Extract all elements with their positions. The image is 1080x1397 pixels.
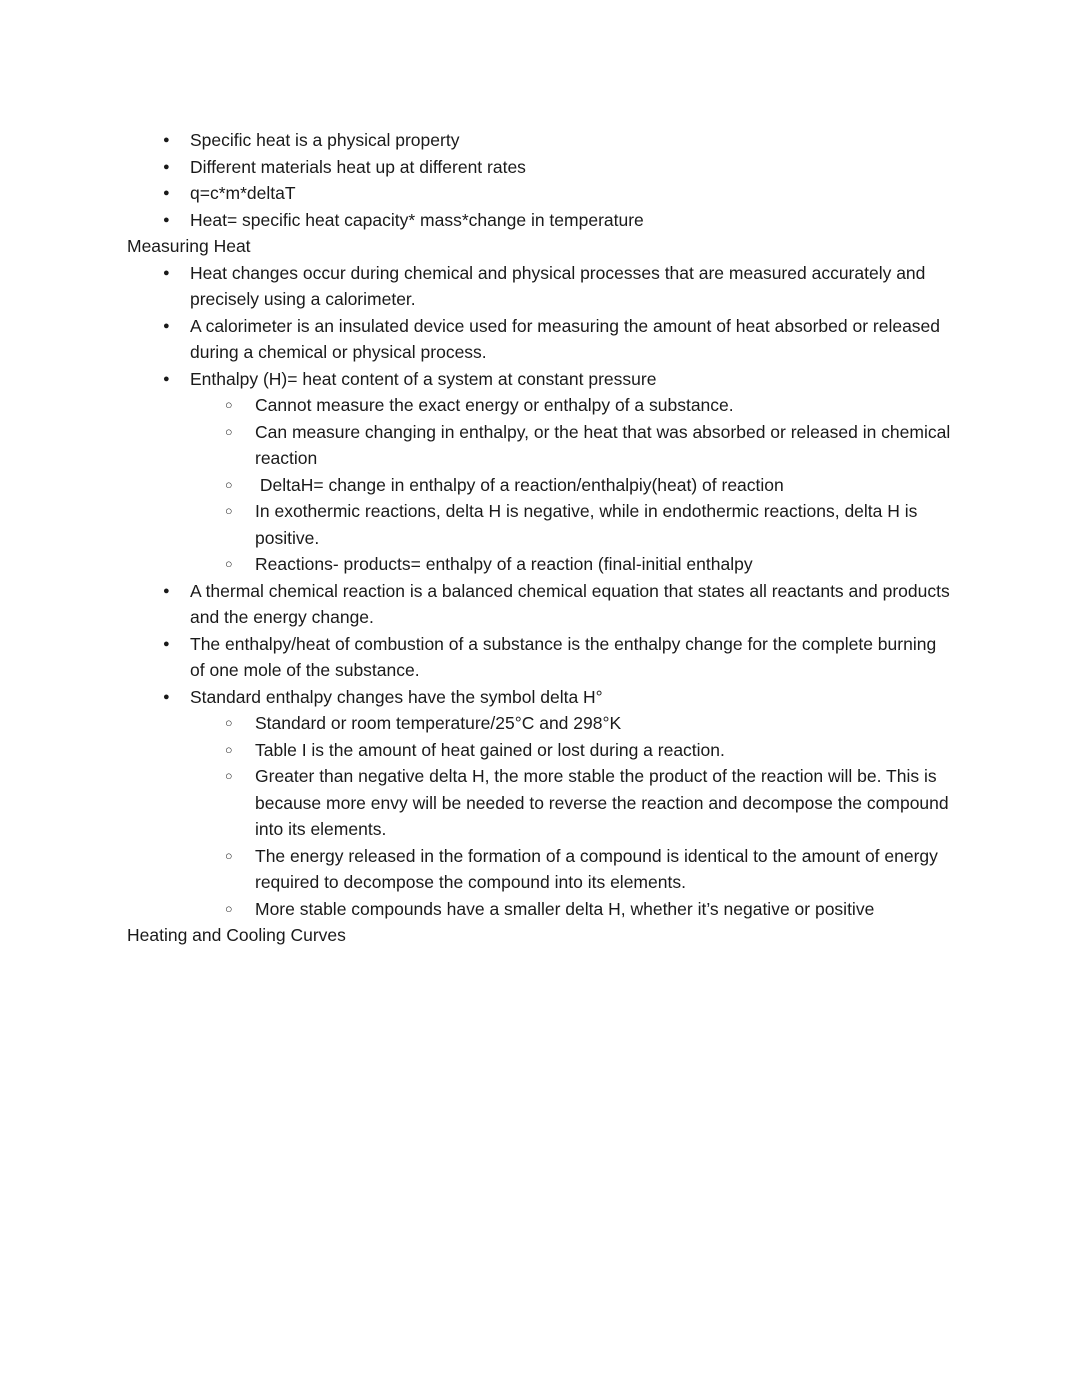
bullet-disc-icon: ●	[163, 637, 170, 650]
bullet-circle-icon: ○	[225, 901, 233, 916]
list-item	[127, 684, 955, 711]
bullet-disc-icon: ●	[163, 187, 170, 199]
list-item-text: Heat= specific heat capacity* mass*change in temperature	[190, 209, 644, 230]
list-item-text: Heat changes occur during chemical and physical processes that are measured accurately and precisely using a calorimeter.	[190, 262, 931, 309]
bullet-circle-icon: ○	[225, 424, 233, 439]
list-item-text: Reactions- products= enthalpy of a reaction (final-initial enthalpy	[255, 554, 753, 574]
list-subitem	[127, 896, 955, 923]
bullet-circle-icon: ○	[225, 398, 233, 412]
list-item	[127, 154, 955, 181]
list-item-text: Different materials heat up at different rates	[190, 156, 526, 177]
bullet-disc-icon: ●	[163, 690, 170, 703]
list-item	[127, 127, 955, 154]
bullet-disc-icon: ●	[163, 134, 170, 146]
list-item-text: Specific heat is a physical property	[190, 130, 460, 150]
list-item	[127, 180, 955, 207]
bullet-disc-icon: ●	[163, 266, 170, 279]
list-subitem	[127, 392, 955, 419]
bullet-circle-icon: ○	[225, 557, 233, 571]
bullet-circle-icon: ○	[225, 848, 233, 863]
section-heading-heating-cooling-curves: Heating and Cooling Curves	[127, 925, 346, 945]
list-item-text: Standard enthalpy changes have the symbol delta H°	[190, 686, 603, 707]
document-content	[127, 127, 955, 949]
list-item-text: The enthalpy/heat of combustion of a substance is the enthalpy change for the complete burning of one mole of the substance.	[190, 633, 942, 680]
list-item-text: A thermal chemical reaction is a balanced chemical equation that states all reactants and products and the energy change.	[190, 580, 955, 627]
bullet-disc-icon: ●	[163, 372, 170, 385]
list-subitem	[127, 763, 955, 843]
bullet-disc-icon: ●	[163, 213, 170, 226]
bullet-disc-icon: ●	[163, 160, 170, 173]
list-item-text: Cannot measure the exact energy or enthalpy of a substance.	[255, 395, 734, 415]
list-item-text: Greater than negative delta H, the more stable the product of the reaction will be. This is because more envy will be needed to reverse the reaction and decompose the compound into its elements.	[255, 766, 954, 839]
section-heading-measuring-heat: Measuring Heat	[127, 236, 251, 256]
bullet-circle-icon: ○	[225, 477, 233, 492]
list-item-text: More stable compounds have a smaller delta H, whether it’s negative or positive	[255, 898, 875, 919]
list-item-text: Can measure changing in enthalpy, or the heat that was absorbed or released in chemical reaction	[255, 421, 956, 468]
list-item-text: A calorimeter is an insulated device used for measuring the amount of heat absorbed or released during a chemical or physical process.	[190, 315, 945, 362]
list-subitem	[127, 737, 955, 764]
list-item	[127, 313, 955, 366]
list-item	[127, 631, 955, 684]
list-item-text: DeltaH= change in enthalpy of a reaction/enthalpiy(heat) of reaction	[255, 474, 784, 495]
list-item	[127, 578, 955, 631]
list-item-text: Enthalpy (H)= heat content of a system at constant pressure	[190, 368, 657, 389]
list-item	[127, 260, 955, 313]
bullet-circle-icon: ○	[225, 504, 233, 518]
bullet-circle-icon: ○	[225, 769, 233, 783]
list-subitem	[127, 472, 955, 499]
list-item	[127, 366, 955, 393]
list-item-text: q=c*m*deltaT	[190, 183, 296, 203]
list-subitem	[127, 498, 955, 551]
list-subitem	[127, 551, 955, 578]
list-item-text: Standard or room temperature/25°C and 298°K	[255, 713, 622, 733]
bullet-disc-icon: ●	[163, 319, 170, 332]
list-item-text: Table I is the amount of heat gained or lost during a reaction.	[255, 739, 725, 760]
list-subitem	[127, 710, 955, 737]
list-subitem	[127, 843, 955, 896]
list-item	[127, 207, 955, 234]
bullet-circle-icon: ○	[225, 742, 233, 757]
bullet-disc-icon: ●	[163, 584, 170, 597]
list-subitem	[127, 419, 955, 472]
list-item-text: In exothermic reactions, delta H is negative, while in endothermic reactions, delta H is positive.	[255, 501, 923, 548]
bullet-circle-icon: ○	[225, 716, 233, 730]
list-item-text: The energy released in the formation of a compound is identical to the amount of energy required to decompose the compound into its elements.	[255, 845, 943, 892]
